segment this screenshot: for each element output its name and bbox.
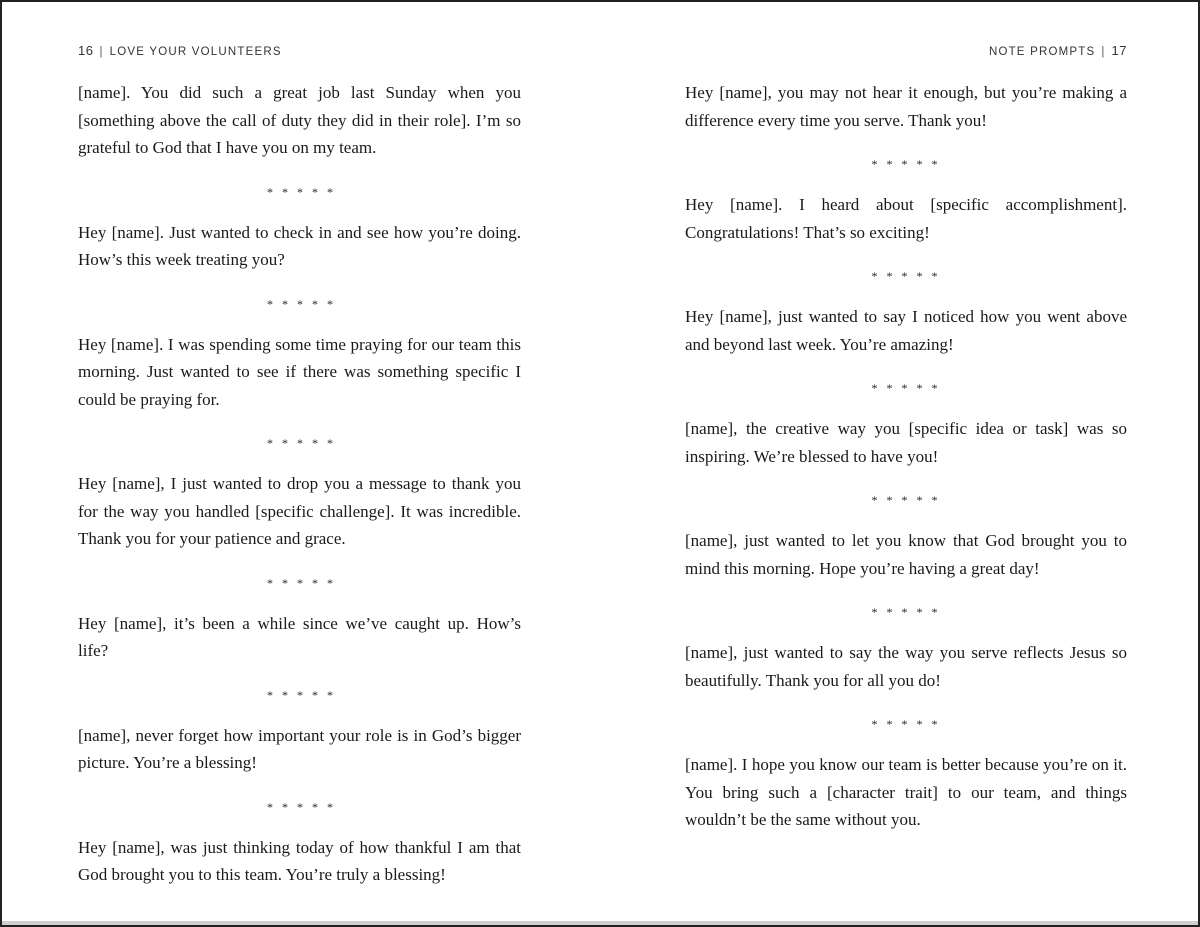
section-divider: * * * * * <box>267 296 336 311</box>
running-head-separator: | <box>1101 46 1106 58</box>
section-divider: * * * * * <box>871 493 941 507</box>
note-prompt: Hey [name]. Just wanted to check in and see how you’re doing. How’s this week treating you? <box>78 222 521 269</box>
section-divider: * * * * * <box>267 687 336 702</box>
note-prompt: [name], the creative way you [specific idea or task] was so inspiring. We’re blessed to have you! <box>685 419 1127 466</box>
section-divider: * * * * * <box>267 184 336 199</box>
note-prompt: [name]. You did such a great job last Sunday when you [something above the call of duty they did in their role]. I’m so grateful to God that I have you on my team. <box>78 83 521 157</box>
note-prompt: [name], just wanted to say the way you serve reflects Jesus so beautifully. Thank you for all you do! <box>685 643 1127 690</box>
note-prompt: Hey [name], just wanted to say I noticed how you went above and beyond last week. You’re amazing! <box>685 307 1127 354</box>
chapter-title-running-head: NOTE PROMPTS <box>988 46 1096 58</box>
book-title-running-head: LOVE YOUR VOLUNTEERS <box>109 46 282 58</box>
section-divider: * * * * * <box>267 799 336 814</box>
bottom-edge-rule <box>2 921 1198 925</box>
section-divider: * * * * * <box>871 605 941 619</box>
page-number-right: 17 <box>1111 43 1127 58</box>
left-page-body <box>78 79 521 889</box>
section-divider: * * * * * <box>871 381 941 395</box>
note-prompt: [name], never forget how important your role is in God’s bigger picture. You’re a blessing! <box>78 725 521 772</box>
page-number-left: 16 <box>78 43 94 58</box>
note-prompt: [name], just wanted to let you know that God brought you to mind this morning. Hope you’re having a great day! <box>685 531 1127 578</box>
note-prompt: Hey [name], I just wanted to drop you a message to thank you for the way you handled [specific challenge]. It was incredible. Thank you for your patience and grace. <box>78 474 521 548</box>
right-running-head <box>989 43 1127 58</box>
running-head-separator: | <box>99 46 104 58</box>
left-running-head <box>78 43 282 58</box>
note-prompt: Hey [name]. I heard about [specific accomplishment]. Congratulations! That’s so exciting! <box>685 195 1127 242</box>
note-prompt: Hey [name], was just thinking today of how thankful I am that God brought you to this team. You’re truly a blessing! <box>78 837 521 884</box>
left-page <box>78 2 521 925</box>
note-prompt: Hey [name], you may not hear it enough, but you’re making a difference every time you serve. Thank you! <box>685 83 1127 130</box>
section-divider: * * * * * <box>871 717 941 731</box>
right-page-body <box>685 79 1127 834</box>
section-divider: * * * * * <box>871 157 941 171</box>
note-prompt: Hey [name]. I was spending some time praying for our team this morning. Just wanted to see if there was something specific I could be praying for. <box>78 334 521 409</box>
section-divider: * * * * * <box>871 269 941 283</box>
section-divider: * * * * * <box>267 436 336 450</box>
section-divider: * * * * * <box>267 575 336 590</box>
note-prompt: Hey [name], it’s been a while since we’ve caught up. How’s life? <box>78 613 521 660</box>
note-prompt: [name]. I hope you know our team is better because you’re on it. You bring such a [character trait] to our team, and things wouldn’t be the same without you. <box>685 755 1127 829</box>
right-page <box>685 2 1127 925</box>
